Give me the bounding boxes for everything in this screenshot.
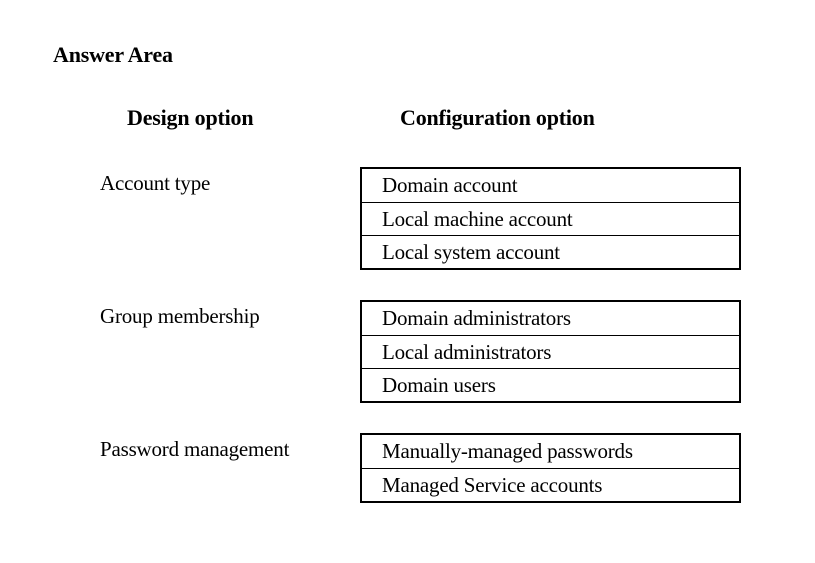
option-domain-account[interactable]: Domain account	[382, 173, 518, 197]
option-managed-service-accounts[interactable]: Managed Service accounts	[362, 468, 739, 501]
group-membership-options	[360, 300, 741, 403]
design-option-header: Design option	[127, 105, 254, 130]
group-label-password-management: Password management	[100, 437, 290, 461]
option-manually-managed-passwords[interactable]: Manually-managed passwords	[382, 439, 633, 463]
group-label-group-membership: Group membership	[100, 304, 260, 328]
configuration-option-header: Configuration option	[400, 105, 595, 130]
password-management-options	[360, 433, 741, 503]
option-domain-administrators[interactable]: Domain administrators	[382, 306, 571, 330]
group-label-account-type: Account type	[100, 171, 211, 195]
answer-area-title: Answer Area	[53, 42, 173, 67]
option-local-administrators[interactable]: Local administrators	[362, 335, 739, 368]
account-type-options	[360, 167, 741, 270]
option-local-system-account[interactable]: Local system account	[362, 235, 739, 268]
option-local-machine-account[interactable]: Local machine account	[362, 202, 739, 235]
option-domain-users[interactable]: Domain users	[362, 368, 739, 401]
